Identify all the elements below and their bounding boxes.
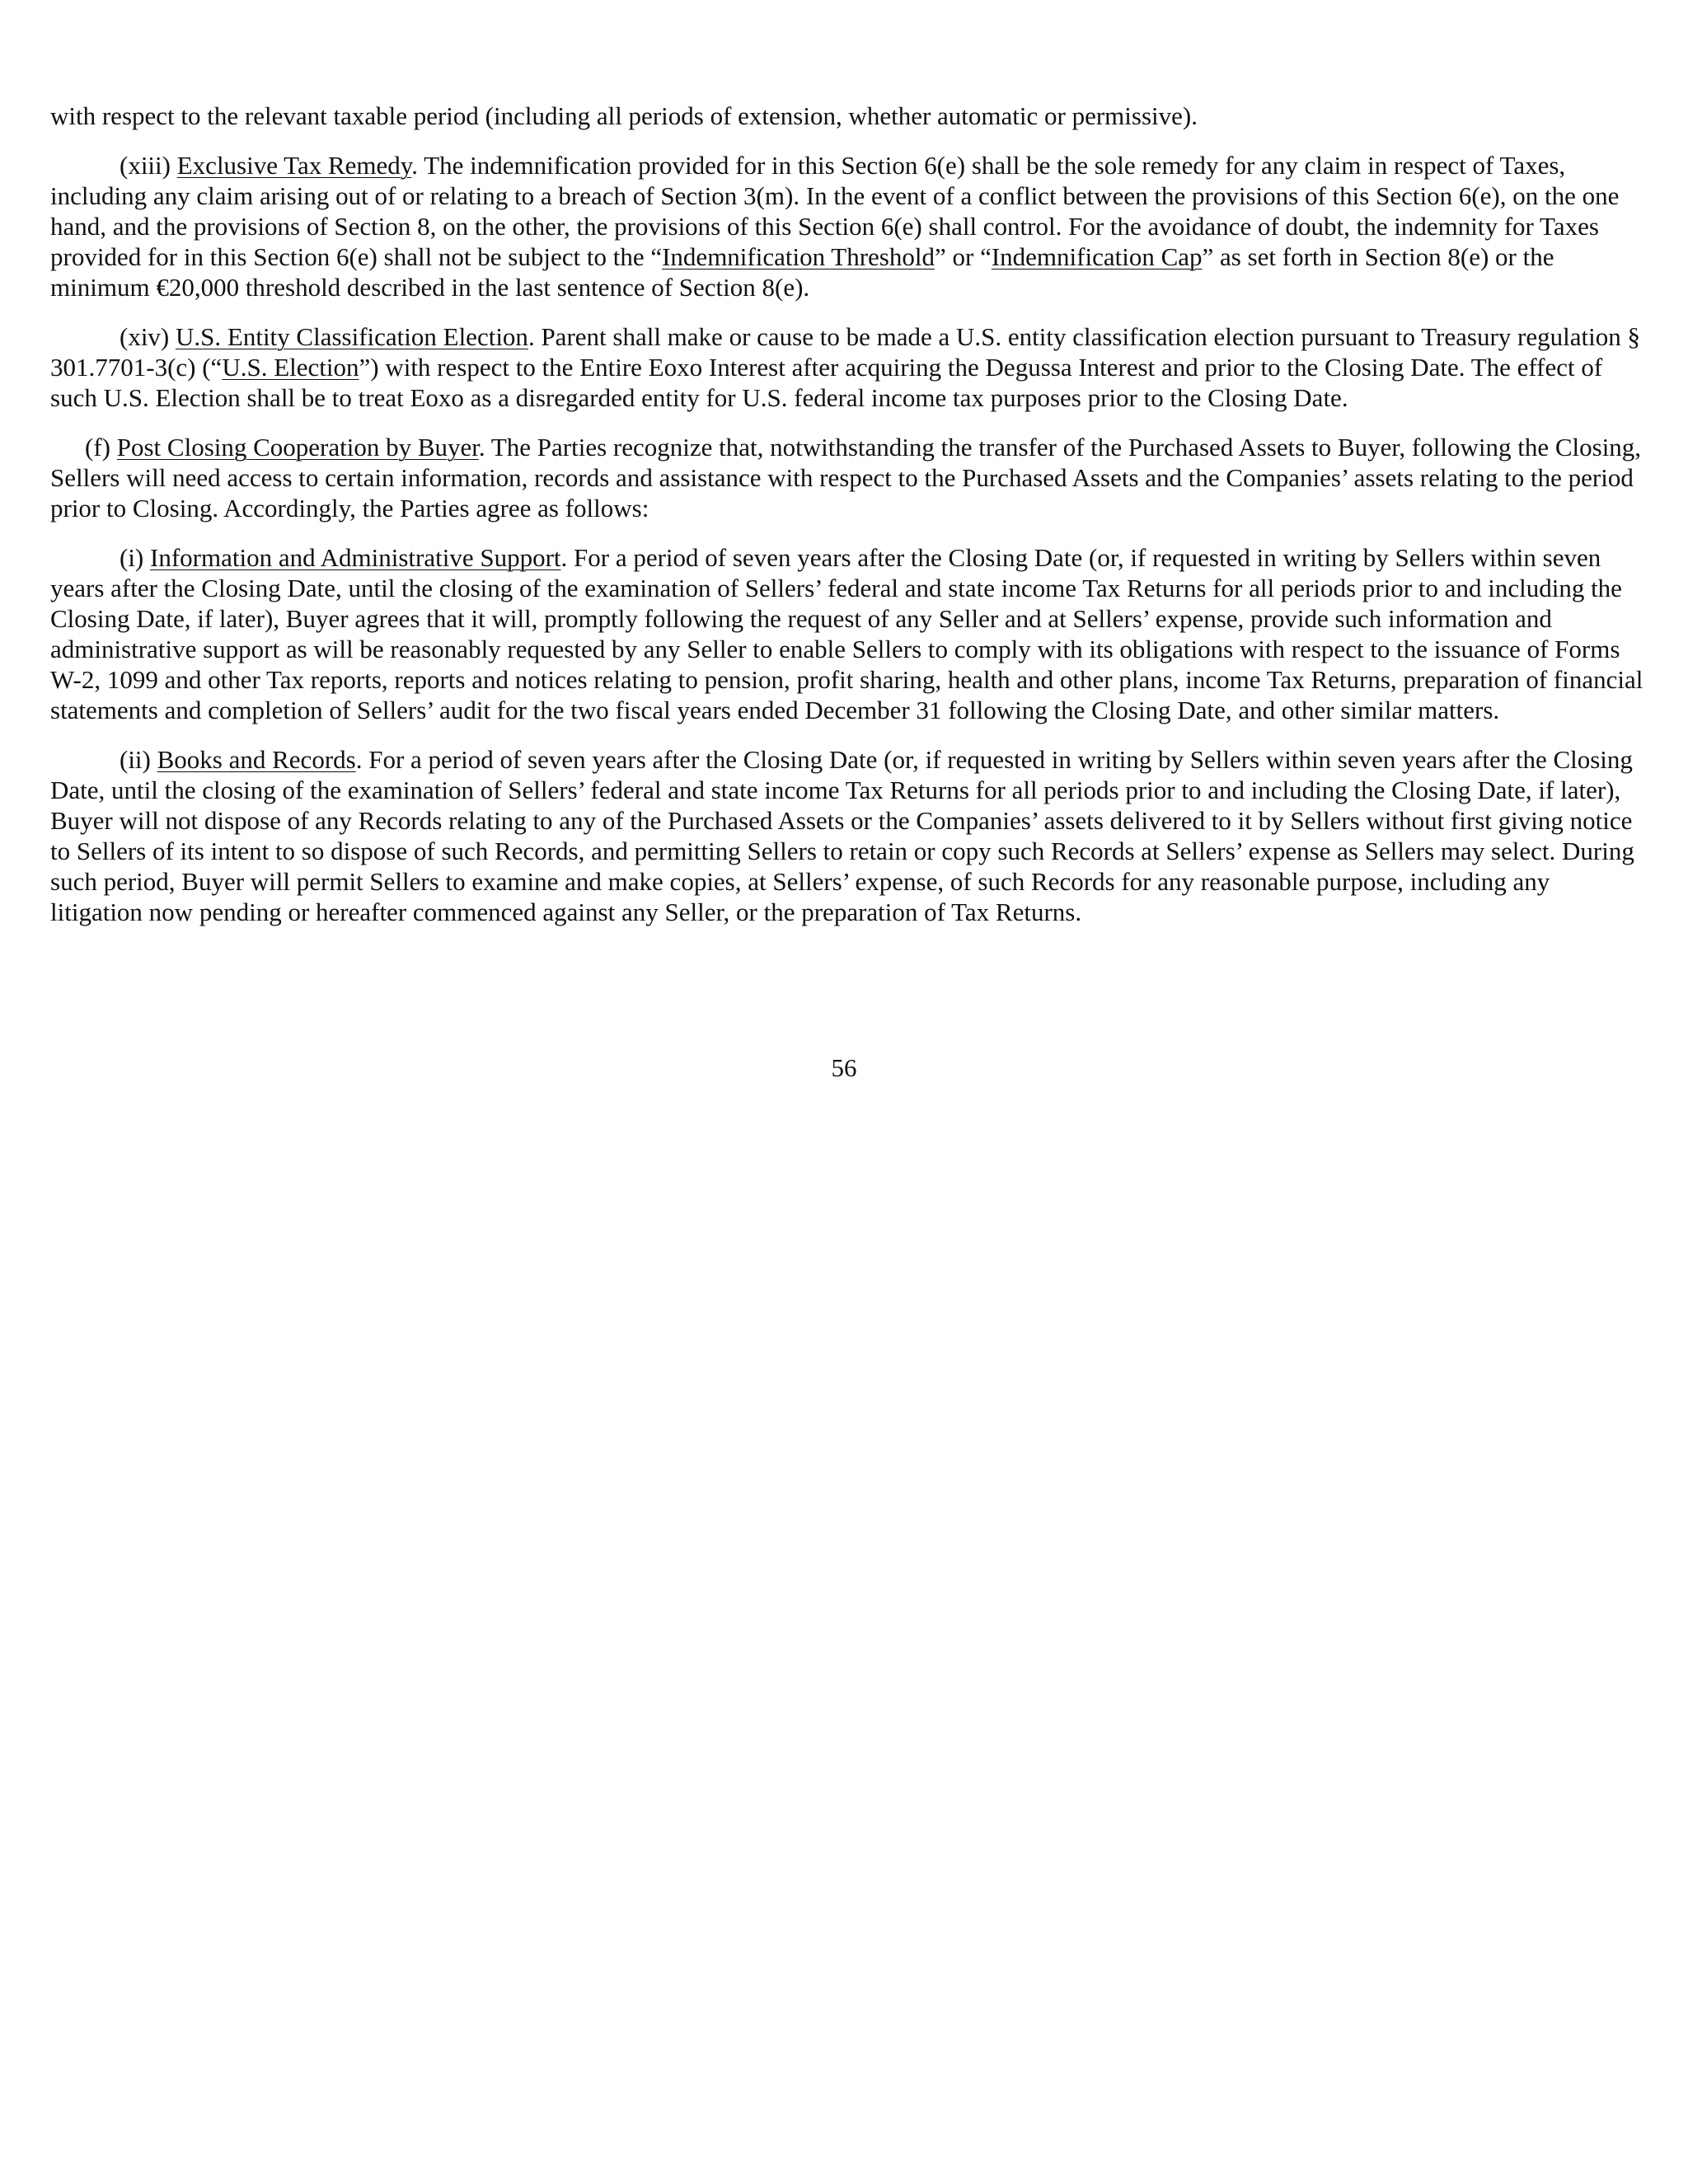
clause-marker: (xiv) xyxy=(120,322,176,351)
paragraph-f-post-closing-cooperation xyxy=(50,432,1647,523)
paragraph-i-information-support xyxy=(50,542,1647,725)
page-number: 56 xyxy=(831,1053,857,1082)
paragraph-text: ” as set forth in Section 8(e) or the minimum €20,000 threshold described in the last sentence of Section 8(e). xyxy=(50,242,1554,302)
paragraph-text: ” or “ xyxy=(934,242,992,271)
defined-term-indemnification-threshold: Indemnification Threshold xyxy=(662,242,935,271)
clause-marker: (xiii) xyxy=(120,151,177,180)
paragraph-text: . Parent shall make or cause to be made a U.S. entity classification election pursuant to Treasury regulation § 301.7701-3(c) (“ xyxy=(50,322,1640,382)
paragraph-text: . For a period of seven years after the Closing Date (or, if requested in writing by Sellers within seven years after the Closing Date, until the closing of the examination of Sellers’ federal and state income Tax Returns for all periods prior to and including the Closing Date, if later), Buyer agrees that it will, promptly following the request of any Seller and at Sellers’ expense, provide such information and administrative support as will be reasonably requested by any Seller to enable Sellers to comply with its obligations with respect to the issuance of Forms W-2, 1099 and other Tax reports, reports and notices relating to pension, profit sharing, health and other plans, income Tax Returns, preparation of financial statements and completion of Sellers’ audit for the two fiscal years ended December 31 following the Closing Date, and other similar matters. xyxy=(50,543,1643,724)
document-page xyxy=(50,101,1647,927)
paragraph-text: with respect to the relevant taxable period (including all periods of extension, whether automatic or permissive). xyxy=(50,101,1198,130)
paragraph-text: . The indemnification provided for in this Section 6(e) shall be the sole remedy for any claim in respect of Taxes, including any claim arising out of or relating to a breach of Section 3(m). In the event of a conflict between the provisions of this Section 6(e), on the one hand, and the provisions of Section 8, on the other, the provisions of this Section 6(e) shall control. For the avoidance of doubt, the indemnity for Taxes provided for in this Section 6(e) shall not be subject to the “ xyxy=(50,151,1620,271)
paragraph-xiv-us-entity-classification xyxy=(50,321,1647,413)
paragraph-ii-books-and-records xyxy=(50,744,1647,927)
clause-heading: Information and Administrative Support xyxy=(150,543,561,572)
clause-marker: (f) xyxy=(85,433,117,462)
defined-term-us-election: U.S. Election xyxy=(222,353,359,382)
clause-marker: (ii) xyxy=(120,745,157,774)
defined-term-indemnification-cap: Indemnification Cap xyxy=(991,242,1203,271)
clause-heading: Post Closing Cooperation by Buyer xyxy=(116,433,479,462)
paragraph-text: ”) with respect to the Entire Eoxo Interest after acquiring the Degussa Interest and prior to the Closing Date. The effect of such U.S. Election shall be to treat Eoxo as a disregarded entity for U.S. federal income tax purposes prior to the Closing Date. xyxy=(50,353,1603,412)
clause-heading: Exclusive Tax Remedy xyxy=(176,151,412,180)
clause-heading: Books and Records xyxy=(157,745,356,774)
paragraph-continuation xyxy=(50,101,1647,131)
clause-marker: (i) xyxy=(120,543,151,572)
clause-heading: U.S. Entity Classification Election xyxy=(176,322,528,351)
paragraph-text: . The Parties recognize that, notwithstanding the transfer of the Purchased Assets to Buyer, following the Closing, Sellers will need access to certain information, records and assistance with respect to the Purchased Assets and the Companies’ assets relating to the period prior to Closing. Accordingly, the Parties agree as follows: xyxy=(50,433,1642,523)
paragraph-xiii-exclusive-tax-remedy xyxy=(50,150,1647,302)
paragraph-text: . For a period of seven years after the Closing Date (or, if requested in writing by Sellers within seven years after the Closing Date, until the closing of the examination of Sellers’ federal and state income Tax Returns for all periods prior to and including the Closing Date, if later), Buyer will not dispose of any Records relating to any of the Purchased Assets or the Companies’ assets delivered to it by Sellers without first giving notice to Sellers of its intent to so dispose of such Records, and permitting Sellers to retain or copy such Records at Sellers’ expense as Sellers may select. During such period, Buyer will permit Sellers to examine and make copies, at Sellers’ expense, of such Records for any reasonable purpose, including any litigation now pending or hereafter commenced against any Seller, or the preparation of Tax Returns. xyxy=(50,745,1634,926)
